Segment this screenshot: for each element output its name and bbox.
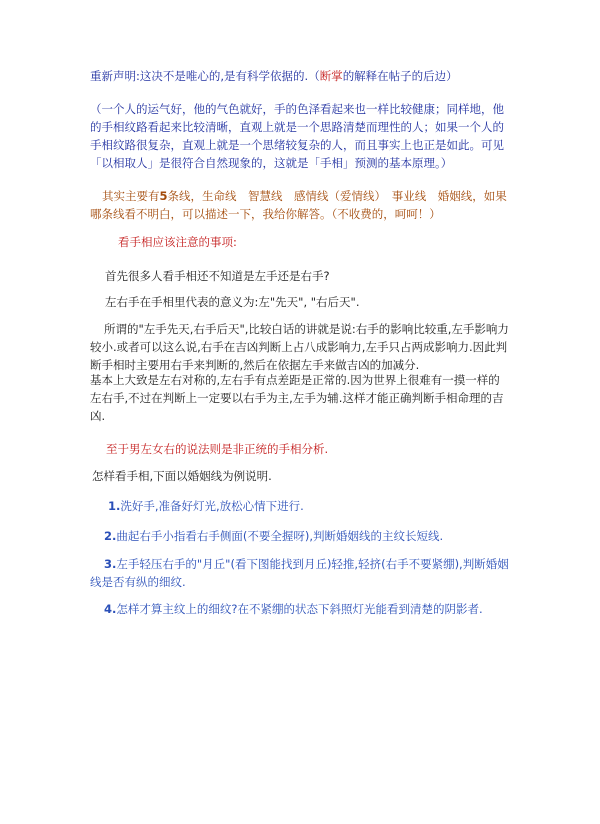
paragraph-symmetry: 基本上大致是左右对称的,左右手有点差距是正常的.因为世界上很难有一摸一样的左右手,不过在判断上一定要以右手为主,左手为辅.这样才能正确判断手相命理的吉凶. xyxy=(90,373,504,423)
step-number: 1. xyxy=(108,499,121,513)
step-4 xyxy=(104,600,524,618)
lines-intro-pre: 其实主要有 xyxy=(102,189,160,203)
step-number: 4. xyxy=(104,602,117,616)
step-text: 左手轻压右手的"月丘"(看下图能找到月丘)轻推,轻挤(右手不要紧绷),判断婚姻线是否有纵的细纹. xyxy=(90,557,509,589)
step-3 xyxy=(90,555,510,591)
statement-highlight: 断掌 xyxy=(319,69,343,83)
step-text: 洗好手,准备好灯光,放松心情下进行. xyxy=(120,499,304,513)
statement-line xyxy=(90,67,510,85)
step-number: 2. xyxy=(104,529,117,543)
statement-open-paren: （ xyxy=(308,69,320,83)
paragraph-hand-meaning: 左右手在手相里代表的意义为:左"先天", "右后天". xyxy=(105,295,360,309)
note-gender: 至于男左女右的说法则是非正统的手相分析. xyxy=(106,442,329,456)
intro-paragraph: （一个人的运气好，他的气色就好，手的色泽看起来也一样比较健康；同样地，他的手相纹路看起来比较清晰，直观上就是一个思路清楚而理性的人；如果一个人的手相纹路很复杂，直观上就是一个思绪较复杂的人，而且事实上也正是如此。可见「以相取人」是很符合自然现象的，这就是「手相」预测的基本原理。） xyxy=(90,102,504,170)
step-number: 3. xyxy=(104,557,117,571)
step-2 xyxy=(104,527,524,545)
paragraph-which-hand: 首先很多人看手相还不知道是左手还是右手? xyxy=(105,269,330,283)
step-1 xyxy=(108,497,528,515)
step-text: 曲起右手小指看右手侧面(不要全握呀),判断婚姻线的主纹长短线. xyxy=(116,529,444,543)
lines-intro-paragraph xyxy=(90,187,510,223)
lines-intro-post: 条线，生命线 智慧线 感情线（爱情线） 事业线 婚姻线，如果哪条线看不明白，可以描述一下，我给你解答。（不收费的，呵呵！） xyxy=(90,189,507,221)
statement-prefix: 重新声明:这决不是唯心的,是有科学依据的. xyxy=(90,69,309,83)
lines-count: 5 xyxy=(159,189,168,203)
how-intro: 怎样看手相,下面以婚姻线为例说明. xyxy=(92,469,272,483)
statement-suffix: 的解释在帖子的后边） xyxy=(342,69,458,83)
section-heading: 看手相应该注意的事项: xyxy=(118,235,237,249)
paragraph-hand-weight: 所谓的"左手先天,右手后天",比较白话的讲就是说:右手的影响比较重,左手影响力较小.或者可以这么说,右手在吉凶判断上占八成影响力,左手只占两成影响力.因此判断手相时主要用右手来判断的,然后在依据左手来做吉凶的加减分. xyxy=(90,322,509,372)
step-text: 怎样才算主纹上的细纹?在不紧绷的状态下斜照灯光能看到清楚的阴影者. xyxy=(116,602,483,616)
